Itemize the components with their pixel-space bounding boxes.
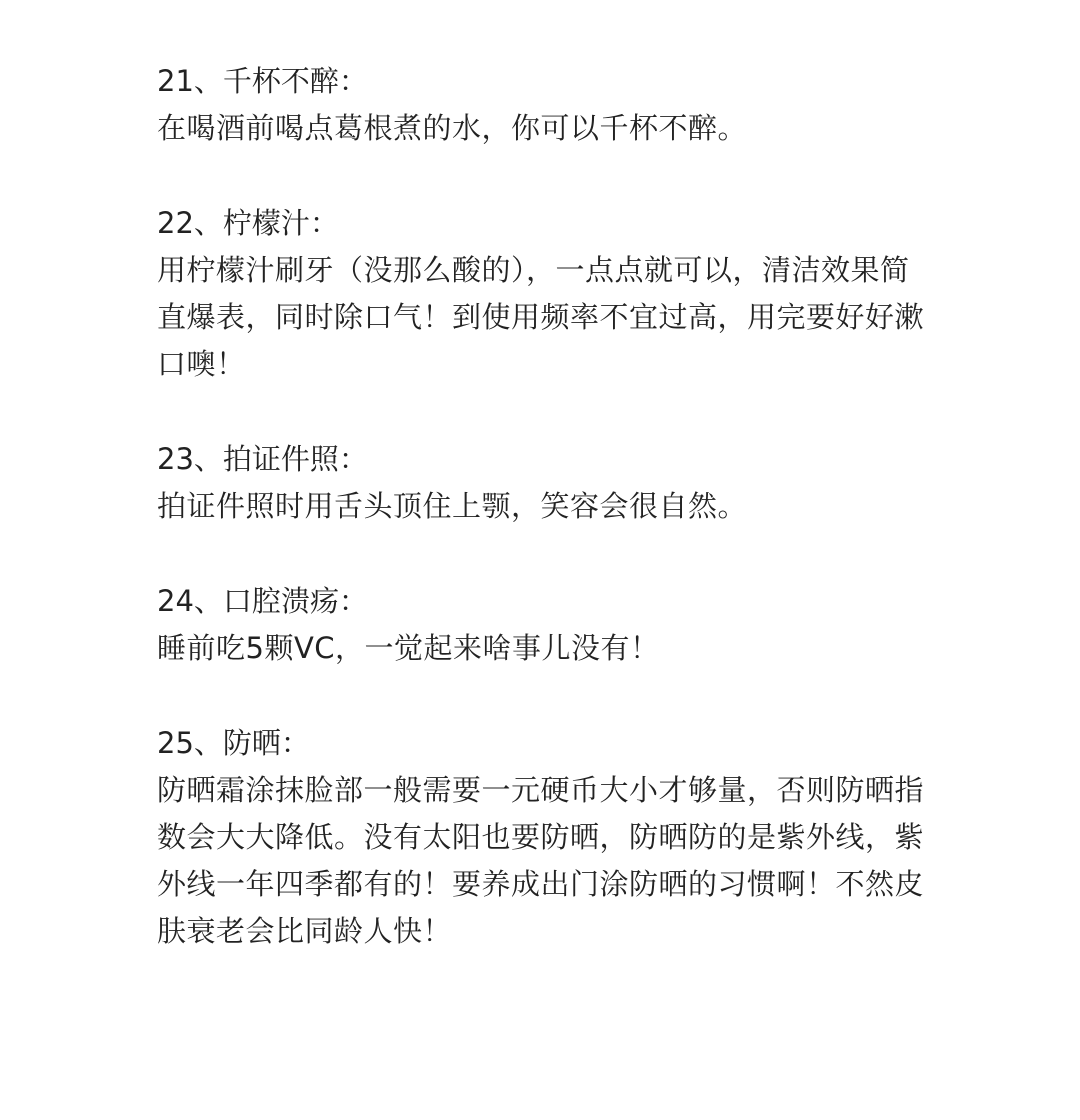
- tip-body: 用柠檬汁刷牙（没那么酸的），一点点就可以，清洁效果简直爆表，同时除口气！到使用频率不宜过高，用完要好好漱口噢！: [157, 253, 925, 381]
- tip-title: 22、柠檬汁：: [157, 206, 339, 240]
- tip-title: 25、防晒：: [157, 726, 310, 760]
- tip-title: 23、拍证件照：: [157, 442, 368, 476]
- tip-22: [157, 200, 937, 388]
- article-content: [157, 58, 937, 1003]
- tip-body: 在喝酒前喝点葛根煮的水，你可以千杯不醉。: [157, 111, 748, 145]
- tip-title: 21、千杯不醉：: [157, 64, 368, 98]
- tip-23: [157, 436, 937, 530]
- tip-24: [157, 578, 937, 672]
- tip-title: 24、口腔溃疡：: [157, 584, 368, 618]
- tip-body: 睡前吃5颗VC，一觉起来啥事儿没有！: [157, 631, 660, 665]
- tip-body: 防晒霜涂抹脸部一般需要一元硬币大小才够量，否则防晒指数会大大降低。没有太阳也要防晒，防晒防的是紫外线，紫外线一年四季都有的！要养成出门涂防晒的习惯啊！不然皮肤衰老会比同龄人快！: [157, 773, 925, 948]
- tip-21: [157, 58, 937, 152]
- tip-body: 拍证件照时用舌头顶住上颚，笑容会很自然。: [157, 489, 748, 523]
- tip-25: [157, 720, 937, 955]
